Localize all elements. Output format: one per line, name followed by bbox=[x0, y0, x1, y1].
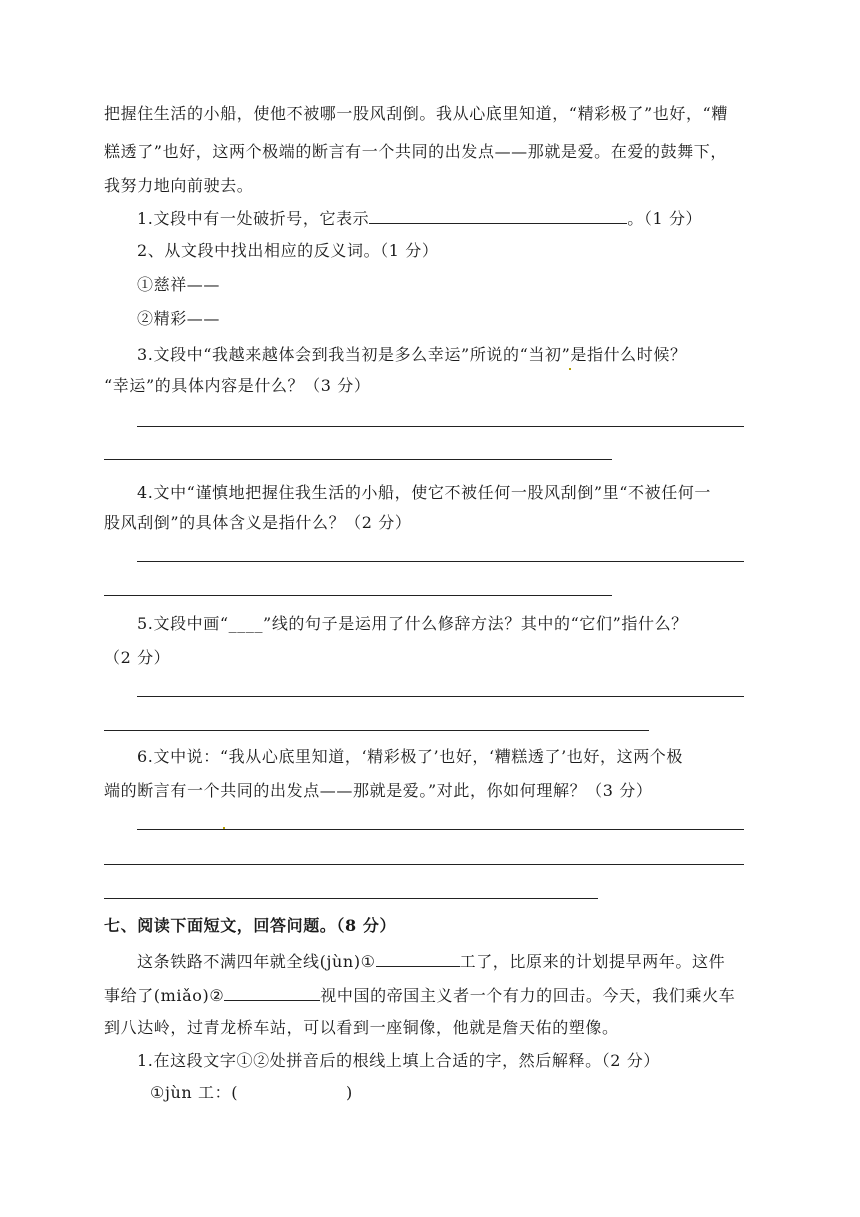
section-7-text: 事给了(miǎo)② bbox=[104, 986, 225, 1005]
answer-line[interactable] bbox=[104, 898, 598, 899]
answer-line[interactable] bbox=[137, 561, 744, 562]
section-7-paragraph-line-1 bbox=[137, 950, 725, 972]
answer-line[interactable] bbox=[137, 696, 744, 697]
emphasis-dot bbox=[223, 827, 225, 829]
answer-1-label: ①jùn 工：( bbox=[150, 1083, 239, 1102]
section-7-text: 视中国的帝国主义者一个有力的回击。今天，我们乘火车 bbox=[320, 986, 736, 1005]
answer-1-close: ) bbox=[346, 1083, 353, 1102]
question-1-text: 1.文段中有一处破折号，它表示 bbox=[137, 209, 370, 228]
question-4-line-1: 4.文中“谨慎地把握住我生活的小船，使它不被任何一股风刮倒”里“不被任何一 bbox=[137, 483, 712, 502]
question-4-line-2: 股风刮倒”的具体含义是指什么？（2 分） bbox=[104, 513, 412, 532]
section-7-text: 这条铁路不满四年就全线(jùn)① bbox=[137, 952, 376, 971]
answer-line[interactable] bbox=[104, 864, 744, 865]
question-2-item-2: ②精彩—— bbox=[137, 309, 221, 328]
question-2: 2、从文段中找出相应的反义词。（1 分） bbox=[137, 241, 439, 260]
question-1-answer-blank[interactable] bbox=[369, 207, 627, 224]
passage-line-2: 糕透了”也好，这两个极端的断言有一个共同的出发点——那就是爱。在爱的鼓舞下， bbox=[104, 142, 727, 161]
answer-line[interactable] bbox=[104, 730, 649, 731]
question-5-line-2: （2 分） bbox=[104, 648, 171, 667]
answer-line[interactable] bbox=[104, 459, 612, 460]
question-3-line-1: 3.文段中“我越来越体会到我当初是多么幸运”所说的“当初”是指什么时候？ bbox=[137, 345, 687, 364]
section-7-paragraph-line-3: 到八达岭，过青龙桥车站，可以看到一座铜像，他就是詹天佑的塑像。 bbox=[104, 1018, 619, 1037]
emphasis-dot bbox=[569, 368, 571, 370]
section-7-answer-1 bbox=[150, 1083, 353, 1103]
section-7-heading: 七、阅读下面短文，回答问题。（8 分） bbox=[104, 916, 397, 935]
section-7-paragraph-line-2 bbox=[104, 984, 735, 1006]
answer-line[interactable] bbox=[137, 829, 744, 830]
answer-line[interactable] bbox=[137, 426, 744, 427]
question-2-item-1: ①慈祥—— bbox=[137, 275, 221, 294]
answer-line[interactable] bbox=[104, 595, 612, 596]
question-3-line-2: “幸运”的具体内容是什么？（3 分） bbox=[104, 376, 371, 395]
section-7-question-1: 1.在这段文字①②处拼音后的根线上填上合适的字，然后解释。（2 分） bbox=[137, 1051, 660, 1070]
question-1 bbox=[137, 207, 702, 229]
passage-line-1: 把握住生活的小船，使他不被哪一股风刮倒。我从心底里知道，“精彩极了”也好，“糟 bbox=[104, 104, 728, 123]
section-7-text: 工了，比原来的计划提早两年。这件 bbox=[459, 952, 726, 971]
question-5-line-1: 5.文段中画“____”线的句子是运用了什么修辞方法？其中的“它们”指什么？ bbox=[137, 614, 688, 633]
question-1-score: 。（1 分） bbox=[627, 209, 703, 228]
question-6-line-2: 端的断言有一个共同的出发点——那就是爱。”对此，你如何理解？（3 分） bbox=[104, 781, 653, 800]
blank-1-input[interactable] bbox=[376, 950, 460, 967]
question-6-line-1: 6.文中说：“我从心底里知道，‘精彩极了’也好，‘糟糕透了’也好，这两个极 bbox=[137, 747, 683, 766]
blank-2-input[interactable] bbox=[224, 984, 320, 1001]
passage-line-3: 我努力地向前驶去。 bbox=[104, 176, 254, 195]
